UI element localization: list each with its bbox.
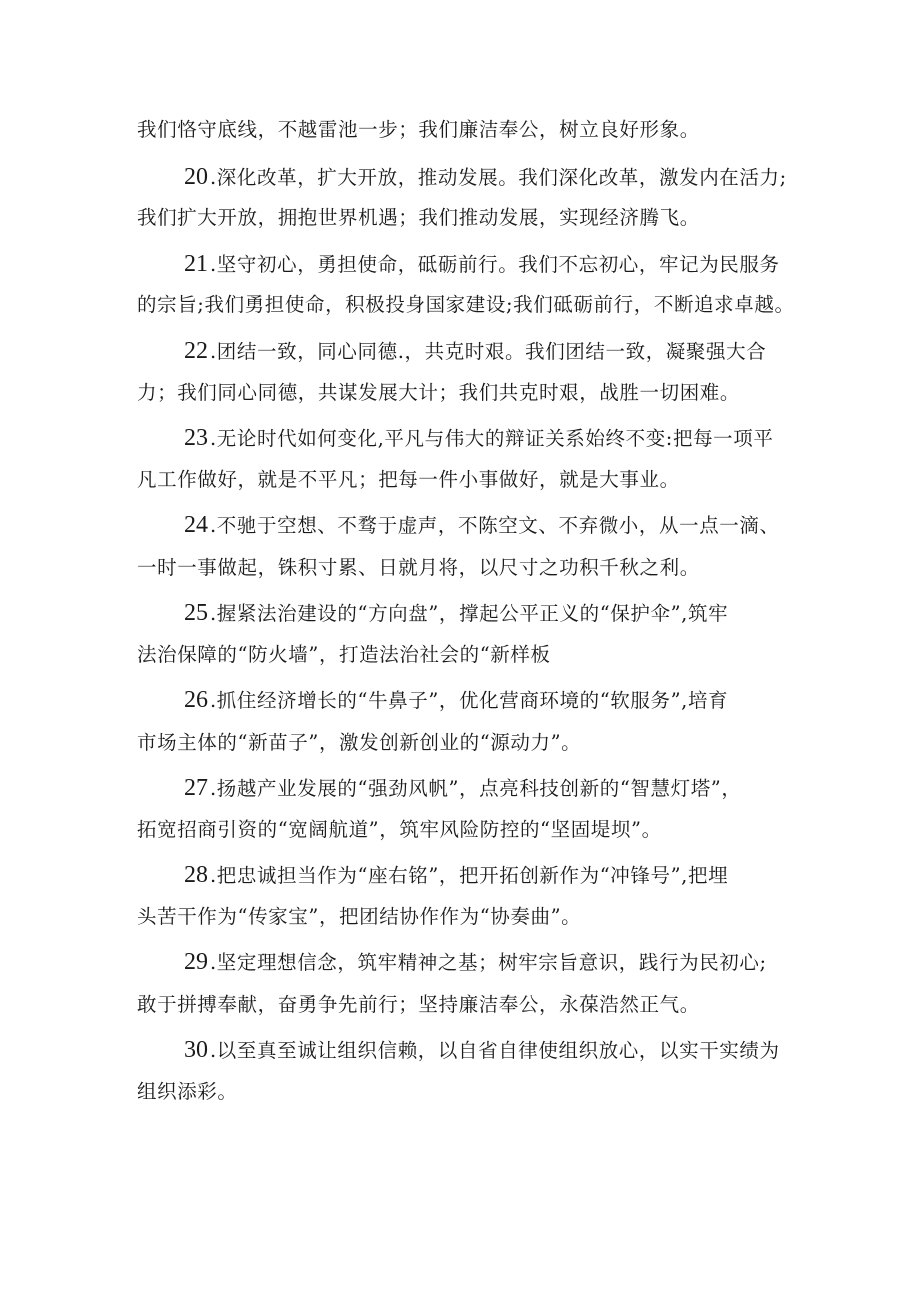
item-21-second-line: 的宗旨;我们勇担使命，积极投身国家建设;我们砥砺前行，不断追求卓越。 [137, 293, 795, 316]
item-number: 26 [184, 687, 208, 713]
item-number: 24 [184, 512, 208, 538]
item-text: .抓住经济增长的“牛鼻子”，优化营商环境的“软服务”,培育 [210, 689, 729, 712]
item-text: .握紧法治建设的“方向盘”，撑起公平正义的“保护伞”,筑牢 [210, 602, 729, 625]
item-text: .深化改革，扩大开放，推动发展。我们深化改革，激发内在活力; [210, 166, 787, 189]
item-number: 28 [184, 862, 208, 888]
item-22-first-line [184, 329, 797, 373]
item-22-second-line: 力；我们同心同德，共谋发展大计；我们共克时艰，战胜一切困难。 [137, 381, 741, 404]
item-20-first-line [184, 155, 797, 199]
item-27-second-line: 拓宽招商引资的“宽阔航道”，筑牢风险防控的“坚固堤坝”。 [137, 818, 662, 841]
item-number: 20 [184, 164, 208, 190]
item-number: 29 [184, 949, 208, 975]
item-text: .坚守初心，勇担使命，砥砺前行。我们不忘初心，牢记为民服务 [210, 253, 780, 276]
item-21-first-line [184, 242, 797, 286]
item-text: .以至真至诚让组织信赖，以自省自律使组织放心，以实干实绩为 [210, 1039, 780, 1062]
item-30-second-line: 组织添彩。 [137, 1080, 238, 1103]
item-28-first-line [184, 853, 797, 897]
item-number: 21 [184, 251, 208, 277]
item-number: 25 [184, 600, 208, 626]
item-30-first-line [184, 1028, 797, 1072]
item-29-first-line [184, 940, 797, 984]
item-25-second-line: 法治保障的“防火墙”，打造法治社会的“新样板 [137, 643, 551, 666]
item-26-second-line: 市场主体的“新苗子”，激发创新创业的“源动力”。 [137, 731, 582, 754]
item-20-second-line: 我们扩大开放，拥抱世界机遇；我们推动发展，实现经济腾飞。 [137, 206, 700, 229]
item-23-second-line: 凡工作做好，就是不平凡；把每一件小事做好，就是大事业。 [137, 468, 680, 491]
item-text: .坚定理想信念，筑牢精神之基；树牢宗旨意识，践行为民初心; [210, 951, 767, 974]
item-number: 22 [184, 338, 208, 364]
item-26-first-line [184, 678, 797, 722]
item-text: .不驰于空想、不骛于虚声，不陈空文、不弃微小，从一点一滴、 [210, 514, 780, 537]
item-25-first-line [184, 591, 797, 635]
item-24-second-line: 一时一事做起，铢积寸累、日就月将，以尺寸之功积千秋之利。 [137, 556, 700, 579]
item-27-first-line [184, 766, 797, 810]
item-number: 30 [184, 1037, 208, 1063]
item-29-second-line: 敢于拼搏奉献，奋勇争先前行；坚持廉洁奉公，永葆浩然正气。 [137, 993, 700, 1016]
item-text: .团结一致，同心同德.，共克时艰。我们团结一致，凝聚强大合 [210, 340, 767, 363]
item-number: 27 [184, 775, 208, 801]
item-23-first-line [184, 416, 797, 460]
paragraph-line: 我们恪守底线，不越雷池一步；我们廉洁奉公，树立良好形象。 [137, 118, 700, 141]
item-text: .扬越产业发展的“强劲风帆”，点亮科技创新的“智慧灯塔”， [210, 777, 742, 800]
item-number: 23 [184, 425, 208, 451]
item-text: .把忠诚担当作为“座右铭”，把开拓创新作为“冲锋号”,把埋 [210, 864, 729, 887]
item-text: .无论时代如何变化,平凡与伟大的辩证关系始终不变:把每一项平 [210, 427, 774, 450]
item-24-first-line [184, 503, 797, 547]
item-28-second-line: 头苦干作为“传家宝”，把团结协作作为“协奏曲”。 [137, 905, 582, 928]
